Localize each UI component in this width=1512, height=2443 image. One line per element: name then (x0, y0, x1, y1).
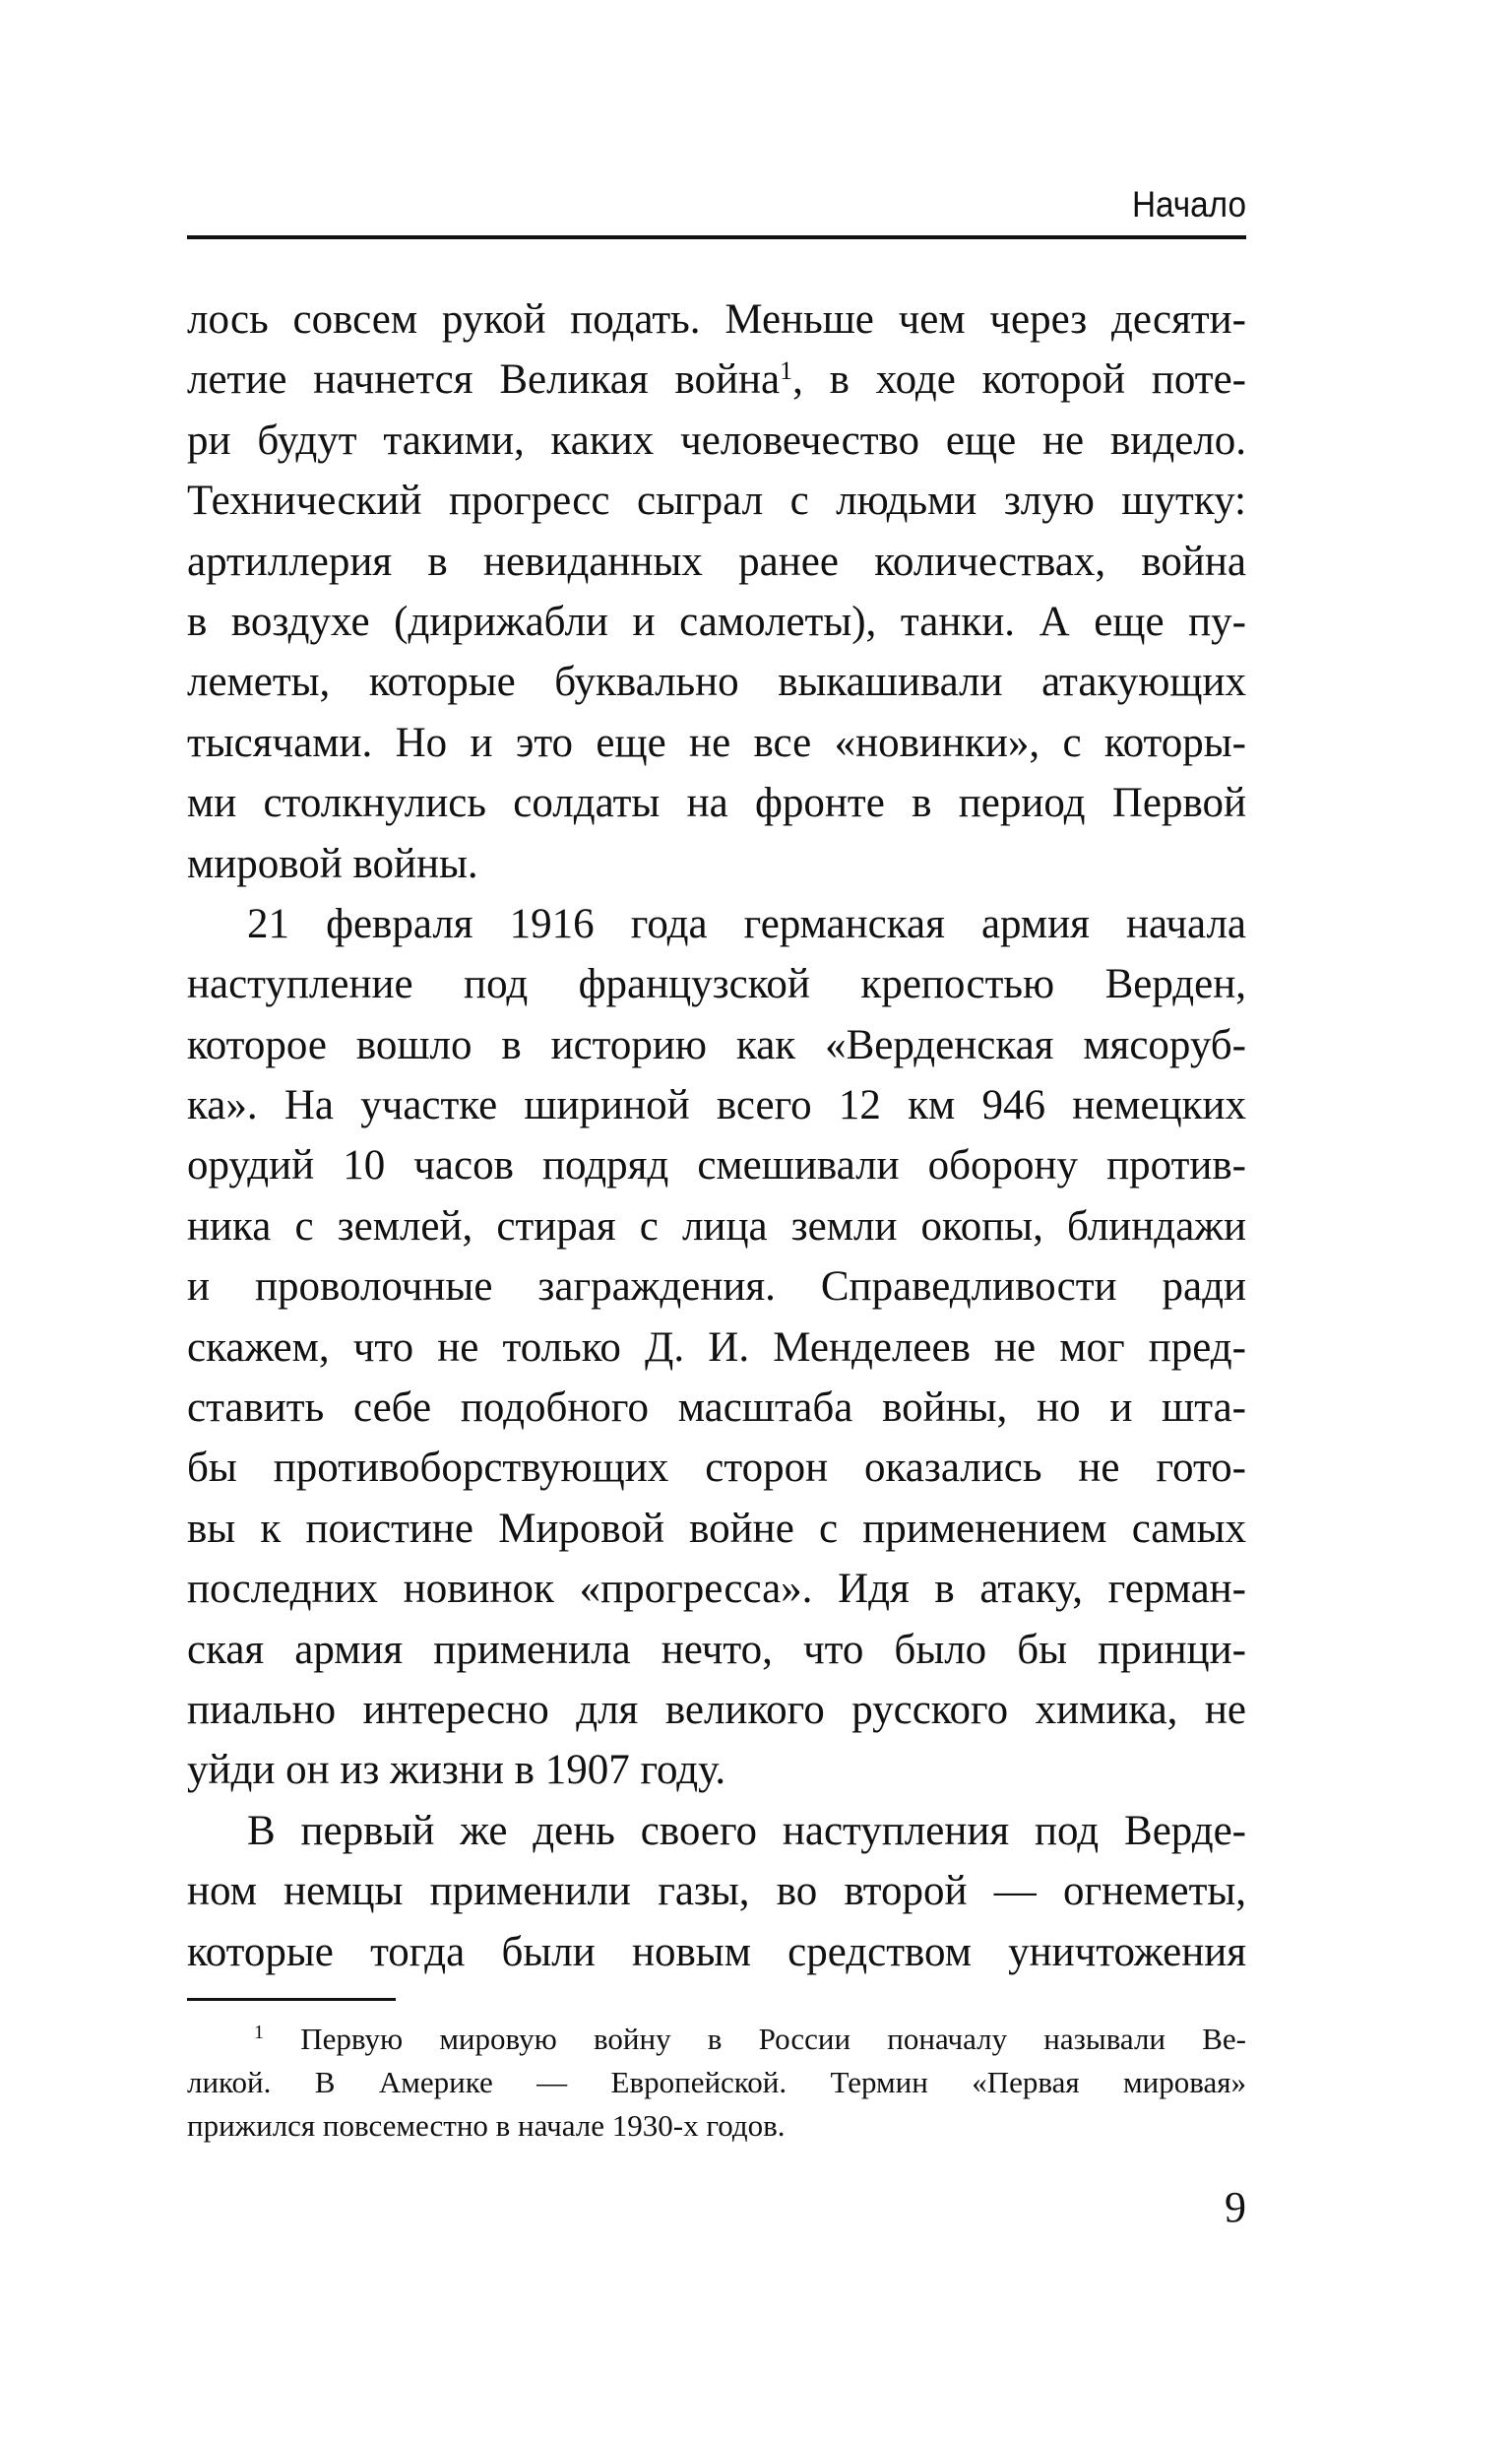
text-line: уйди он из жизни в 1907 году. (187, 1747, 726, 1794)
body-text (187, 289, 1246, 1982)
text-line: артиллерия в невиданных ранее количествах, война (187, 538, 1246, 585)
text-line: скажем, что не только Д. И. Менделеев не мог пред- (187, 1323, 1246, 1371)
text-line: которые тогда были новым средством уничтожения (187, 1928, 1246, 1975)
running-head: Начало (1131, 184, 1246, 225)
text-fragment: , в ходе которой поте- (792, 356, 1246, 404)
paragraph-1 (187, 289, 1246, 894)
text-line: пиально интересно для великого русского химика, не (187, 1686, 1246, 1733)
footnote-separator (187, 1998, 396, 2001)
header-rule (187, 235, 1246, 239)
text-fragment: летие начнется Великая война (187, 356, 781, 404)
text-line: тысячами. Но и это еще не все «новинки», с которы- (187, 719, 1246, 766)
footnote-1 (187, 2018, 1246, 2148)
text-line (187, 350, 1246, 410)
text-line: В первый же день своего наступления под Верде- (247, 1807, 1246, 1854)
paragraph-2 (187, 894, 1246, 1801)
page-number: 9 (1225, 2183, 1246, 2231)
text-line: леметы, которые буквально выкашивали атакующих (187, 659, 1246, 706)
text-line: лось совсем рукой подать. Меньше чем через десяти- (187, 296, 1246, 343)
paragraph-3 (187, 1801, 1246, 1982)
footnote-marker: 1 (254, 2022, 264, 2043)
text-line: Технический прогресс сыграл с людьми злую шутку: (187, 478, 1246, 525)
text-line: вы к поистине Мировой войне с применением самых (187, 1505, 1246, 1552)
text-line: ри будут такими, каких человечество еще не видело. (187, 417, 1246, 464)
text-line: бы противоборствующих сторон оказались не гото- (187, 1445, 1246, 1492)
text-line: орудий 10 часов подряд смешивали оборону против- (187, 1142, 1246, 1189)
text-line: ми столкнулись солдаты на фронте в период Первой (187, 780, 1246, 827)
text-line: ская армия применила нечто, что было бы принци- (187, 1626, 1246, 1673)
text-line: которое вошло в историю как «Верденская мясоруб- (187, 1021, 1246, 1068)
text-line: в воздухе (дирижабли и самолеты), танки. А еще пу- (187, 598, 1246, 645)
text-line: ка». На участке шириной всего 12 км 946 немецких (187, 1082, 1246, 1129)
footnote-line: прижился повсеместно в начале 1930-х годов. (187, 2108, 786, 2143)
text-line: и проволочные заграждения. Справедливости ради (187, 1263, 1246, 1311)
text-line: последних новинок «прогресса». Идя в атаку, герман- (187, 1566, 1246, 1613)
text-line: ника с землей, стирая с лица земли окопы, блиндажи (187, 1202, 1246, 1250)
text-line: ставить себе подобного масштаба войны, но и шта- (187, 1384, 1246, 1432)
text-line: 21 февраля 1916 года германская армия начала (247, 900, 1246, 947)
footnote-reference[interactable]: 1 (780, 356, 793, 386)
footnote-line (187, 2018, 1246, 2061)
text-line: наступление под французской крепостью Верден, (187, 961, 1246, 1008)
text-fragment: Первую мировую войну в России поначалу называли Ве- (300, 2022, 1246, 2056)
text-line: мировой войны. (187, 840, 478, 887)
footnote-line: ликой. В Америке — Европейской. Термин «Первая мировая» (187, 2065, 1246, 2099)
text-line: ном немцы применили газы, во второй — огнеметы, (187, 1868, 1246, 1915)
